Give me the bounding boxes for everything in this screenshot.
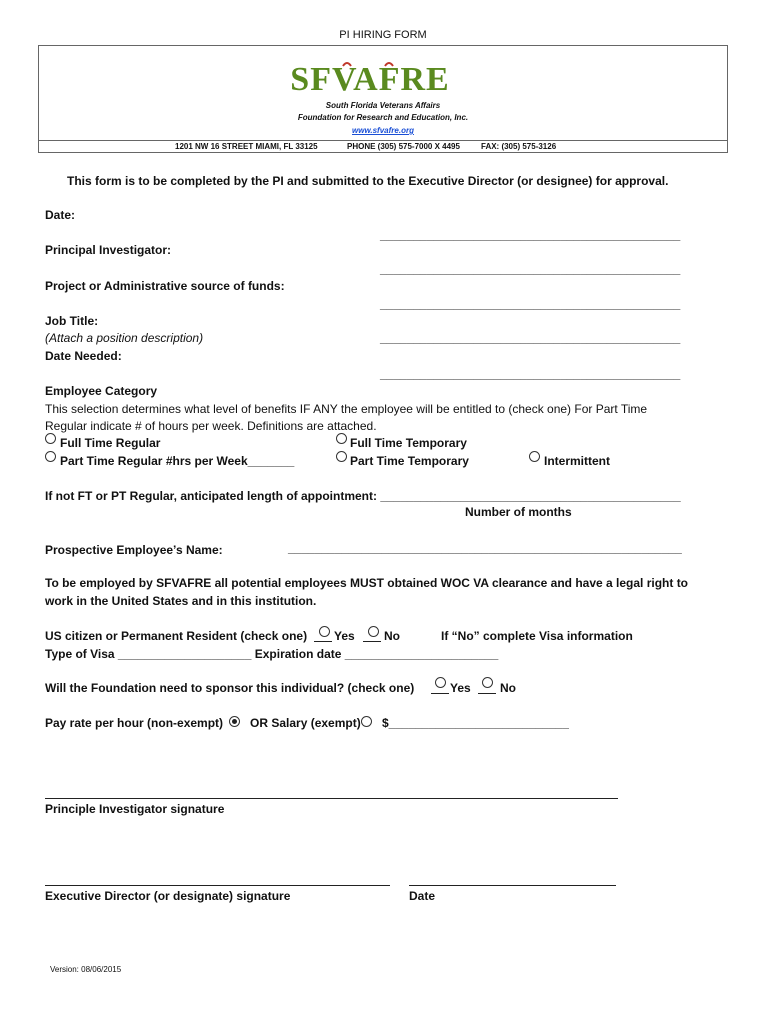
pi-field[interactable]: _____________________________________________ (380, 262, 681, 276)
ed-signature-label: Executive Director (or designate) signature (45, 889, 291, 903)
date-signature-line[interactable] (409, 885, 616, 886)
ed-signature-line[interactable] (45, 885, 390, 886)
ft-temporary-radio[interactable] (336, 433, 347, 444)
visa-note: If “No” complete Visa information (441, 629, 633, 643)
sponsor-yes-label: Yes (450, 681, 471, 695)
job-title-label: Job Title: (45, 314, 99, 328)
sponsor-yes-radio[interactable] (435, 677, 446, 688)
org-line-2: Foundation for Research and Education, Inc. (297, 113, 469, 122)
letterhead-divider (38, 140, 728, 141)
prospective-name-label: Prospective Employee’s Name: (45, 543, 223, 557)
ft-temporary-label: Full Time Temporary (350, 436, 467, 450)
sponsor-no-label: No (500, 681, 516, 695)
number-of-months-label: Number of months (465, 505, 572, 519)
ft-regular-label: Full Time Regular (60, 436, 161, 450)
date-needed-label: Date Needed: (45, 349, 122, 363)
pi-signature-line[interactable] (45, 798, 618, 799)
sponsor-label: Will the Foundation need to sponsor this individual? (check one) (45, 681, 415, 695)
intermittent-radio[interactable] (529, 451, 540, 462)
visa-info[interactable]: Type of Visa ____________________ Expiration date _______________________ (45, 647, 499, 661)
website-link[interactable]: www.sfvafre.org (352, 126, 414, 135)
sfvafre-logo (290, 58, 450, 98)
pt-temporary-label: Part Time Temporary (350, 454, 469, 468)
signature-date-label: Date (409, 889, 436, 903)
pi-signature-label: Principle Investigator signature (45, 802, 225, 816)
pt-temporary-radio[interactable] (336, 451, 347, 462)
job-title-field[interactable]: _____________________________________________ (380, 331, 681, 345)
address: 1201 NW 16 STREET MIAMI, FL 33125 (175, 142, 318, 151)
date-label: Date: (45, 208, 76, 222)
hourly-label: Pay rate per hour (non-exempt) (45, 716, 224, 730)
clearance-line-1: To be employed by SFVAFRE all potential employees MUST obtained WOC VA clearance and have a legal right to (45, 576, 689, 590)
pay-amount-field[interactable]: $___________________________ (382, 716, 569, 730)
date-needed-field[interactable]: _____________________________________________ (380, 367, 681, 381)
employee-category-desc-1: This selection determines what level of benefits IF ANY the employee will be entitled to (check one) For Part Time (45, 402, 648, 416)
fax: FAX: (305) 575-3126 (481, 142, 557, 151)
pt-regular-label: Part Time Regular #hrs per Week_______ (60, 454, 295, 468)
prospective-name-field[interactable]: ___________________________________________________________ (288, 541, 682, 555)
project-field[interactable]: _____________________________________________ (380, 297, 681, 311)
clearance-line-2: work in the United States and in this institution. (45, 594, 317, 608)
ft-regular-radio[interactable] (45, 433, 56, 444)
citizen-label: US citizen or Permanent Resident (check one) (45, 629, 308, 643)
salary-radio[interactable] (361, 716, 372, 727)
citizen-yes-label: Yes (334, 629, 355, 643)
pi-label: Principal Investigator: (45, 243, 172, 257)
date-field[interactable]: _____________________________________________ (380, 228, 681, 242)
svg-text:SFVAFRE: SFVAFRE (290, 61, 450, 98)
citizen-no-radio[interactable] (368, 626, 379, 637)
form-title: PI HIRING FORM (339, 29, 427, 41)
intermittent-label: Intermittent (544, 454, 610, 468)
sponsor-yes-underline (431, 693, 449, 694)
pt-regular-radio[interactable] (45, 451, 56, 462)
hourly-radio[interactable] (229, 716, 240, 727)
version-label: Version: 08/06/2015 (50, 965, 122, 974)
org-line-1: South Florida Veterans Affairs (325, 101, 441, 110)
citizen-no-label: No (384, 629, 400, 643)
appointment-label[interactable]: If not FT or PT Regular, anticipated length of appointment: _____________________________________________ (45, 489, 681, 503)
citizen-no-underline (363, 641, 381, 642)
job-title-note: (Attach a position description) (45, 331, 204, 345)
citizen-yes-radio[interactable] (319, 626, 330, 637)
salary-label: OR Salary (exempt) (250, 716, 361, 730)
sponsor-no-underline (478, 693, 496, 694)
phone: PHONE (305) 575-7000 X 4495 (347, 142, 460, 151)
sponsor-no-radio[interactable] (482, 677, 493, 688)
citizen-yes-underline (314, 641, 332, 642)
intro-text: This form is to be completed by the PI and submitted to the Executive Director (or designee) for approval. (67, 174, 669, 188)
employee-category-heading: Employee Category (45, 384, 158, 398)
employee-category-desc-2: Regular indicate # of hours per week. Definitions are attached. (45, 419, 377, 433)
project-label: Project or Administrative source of funds: (45, 279, 285, 293)
